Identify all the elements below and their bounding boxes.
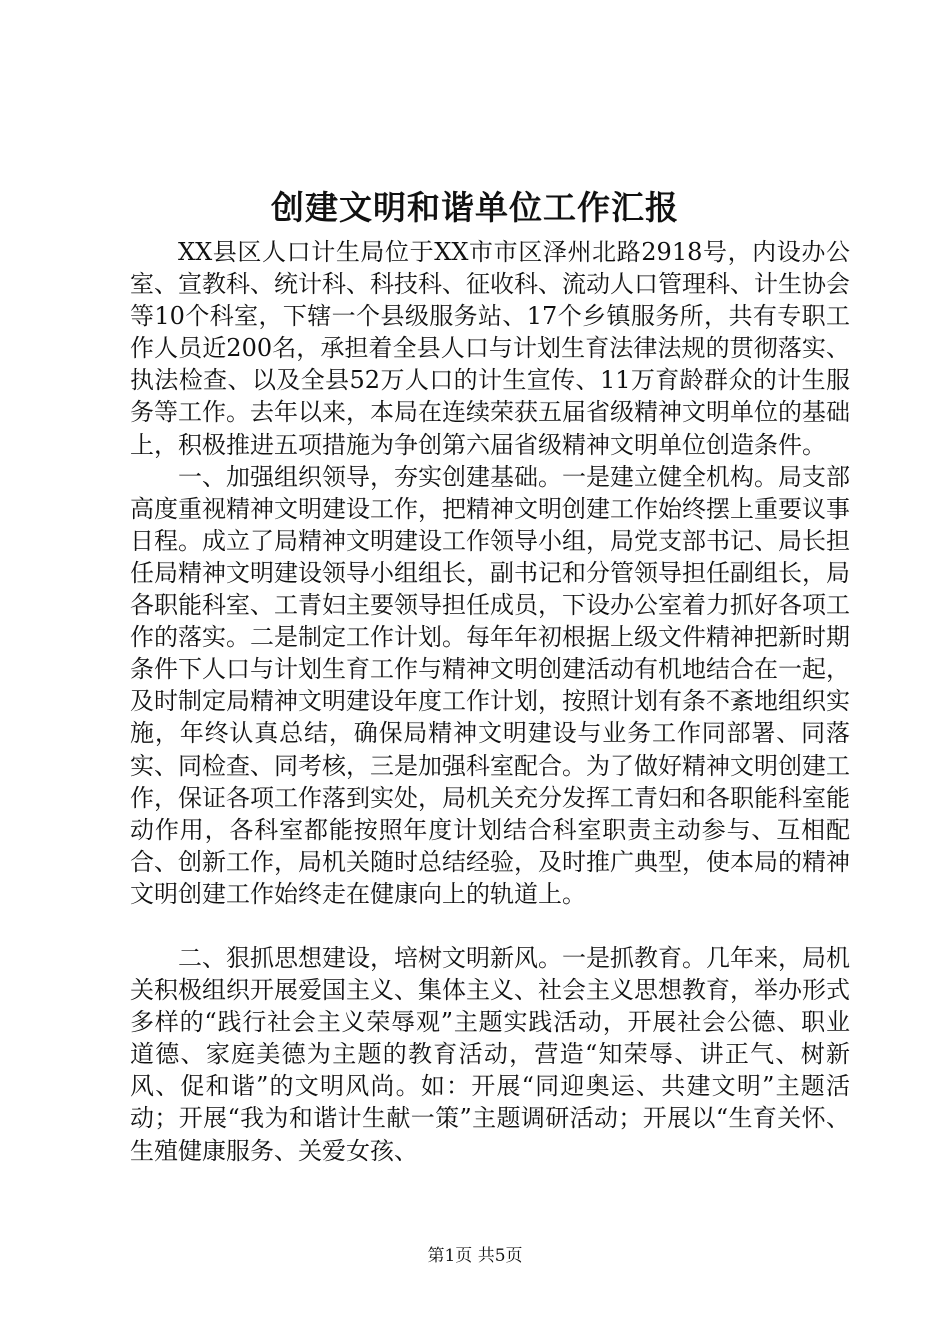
paragraph-spacer [130,910,850,942]
paragraph-section-1: 一、加强组织领导，夯实创建基础。一是建立健全机构。局支部高度重视精神文明建设工作，把精神文明创建工作始终摆上重要议事日程。成立了局精神文明建设工作领导小组，局党支部书记、局长担任局精神文明建设领导小组组长，副书记和分管领导担任副组长，局各职能科室、工青妇主要领导担任成员，下设办公室着力抓好各项工作的落实。二是制定工作计划。每年年初根据上级文件精神把新时期条件下人口与计划生育工作与精神文明创建活动有机地结合在一起，及时制定局精神文明建设年度工作计划，按照计划有条不紊地组织实施，年终认真总结，确保局精神文明建设与业务工作同部署、同落实、同检查、同考核，三是加强科室配合。为了做好精神文明创建工作，保证各项工作落到实处，局机关充分发挥工青妇和各职能科室能动作用，各科室都能按照年度计划结合科室职责主动参与、互相配合、创新工作，局机关随时总结经验，及时推广典型，使本局的精神文明创建工作始终走在健康向上的轨道上。 [130,462,850,908]
page-number-footer: 第1页 共5页 [427,1246,523,1266]
document-body [130,236,850,1167]
paragraph-intro: XX县区人口计生局位于XX市市区泽州北路2918号，内设办公室、宣教科、统计科、科技科、征收科、流动人口管理科、计生协会等10个科室，下辖一个县级服务站、17个乡镇服务所，共有专职工作人员近200名，承担着全县人口与计划生育法律法规的贯彻落实、执法检查、以及全县52万人口的计生宣传、11万育龄群众的计生服务等工作。去年以来，本局在连续荣获五届省级精神文明单位的基础上，积极推进五项措施为争创第六届省级精神文明单位创造条件。 [130,238,850,459]
document-title: 创建文明和谐单位工作汇报 [271,188,679,227]
paragraph-section-2: 二、狠抓思想建设，培树文明新风。一是抓教育。几年来，局机关积极组织开展爱国主义、集体主义、社会主义思想教育，举办形式多样的“践行社会主义荣辱观”主题实践活动，开展社会公德、职业道德、家庭美德为主题的教育活动，营造“知荣辱、讲正气、树新风、促和谐”的文明风尚。如：开展“同迎奥运、共建文明”主题活动；开展“我为和谐计生献一策”主题调研活动；开展以“生育关怀、生殖健康服务、关爱女孩、 [130,943,850,1165]
